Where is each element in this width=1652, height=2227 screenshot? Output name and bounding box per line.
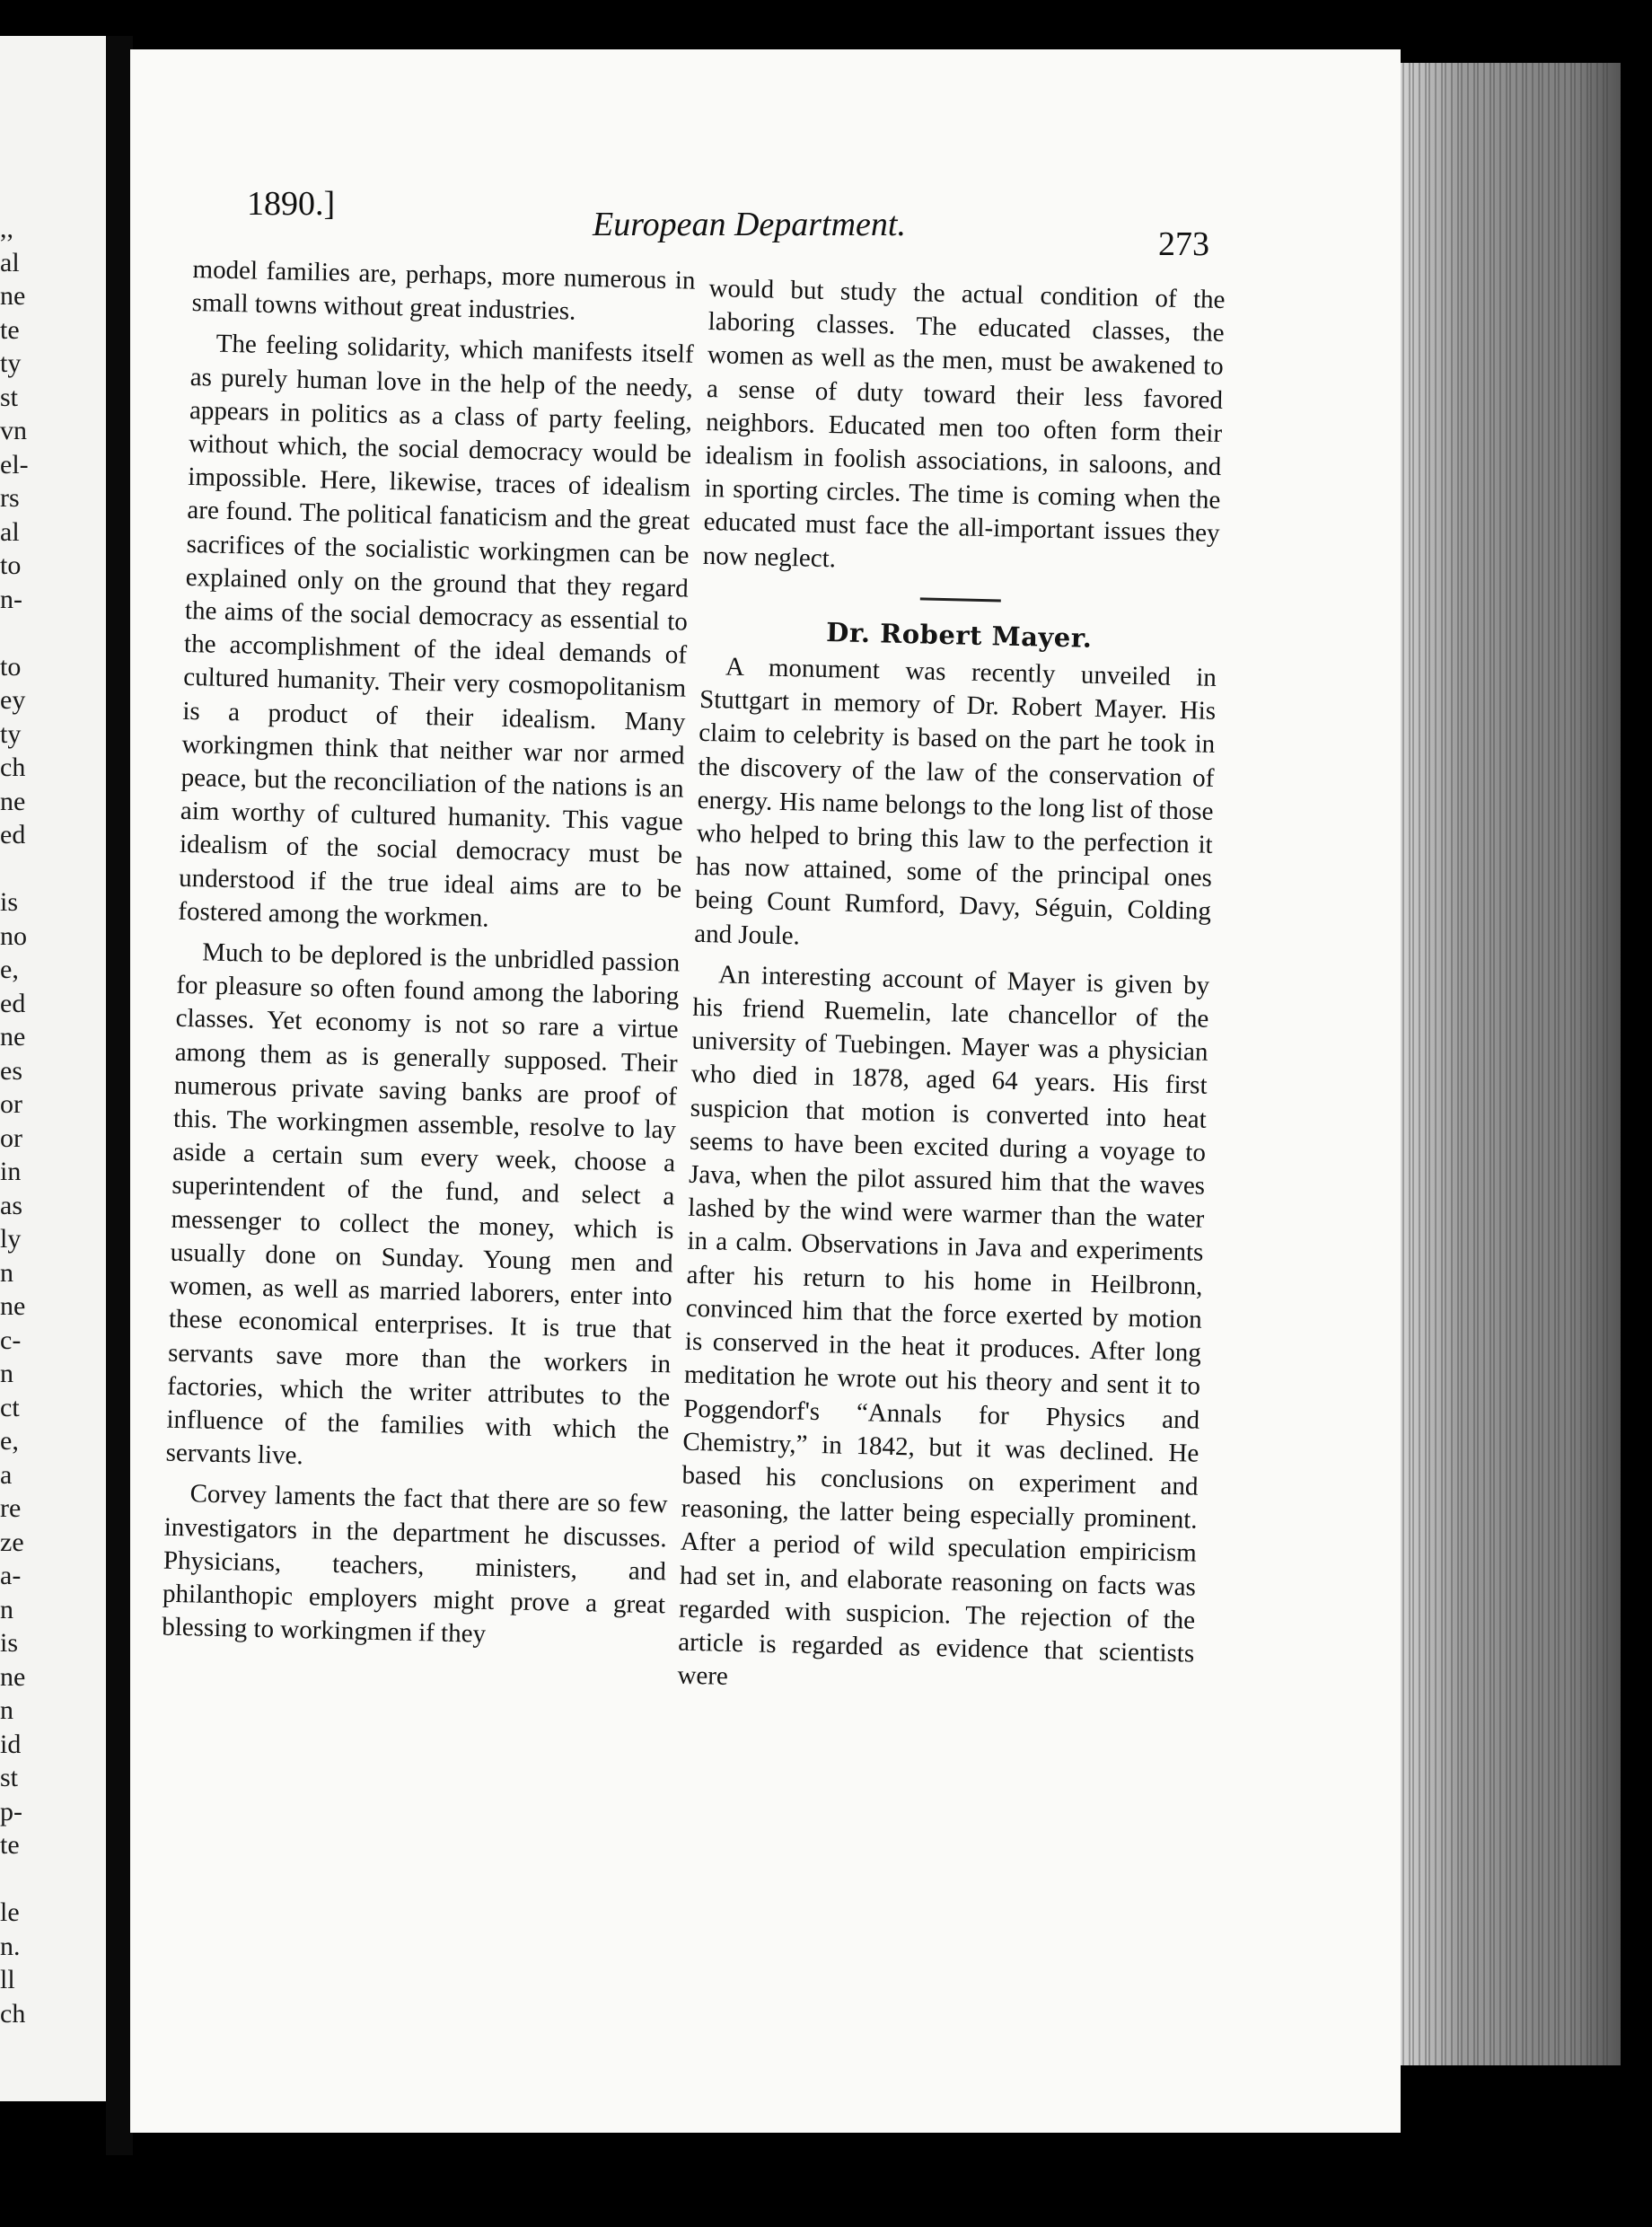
facing-page-fragment: ty — [0, 348, 22, 378]
facing-page-edge — [0, 36, 108, 2101]
page-edge-line — [1467, 63, 1469, 2065]
page-edge-line — [1586, 63, 1588, 2065]
facing-page-fragment: n — [0, 1359, 13, 1388]
book-gutter — [106, 36, 133, 2155]
page-edge-line — [1489, 63, 1491, 2065]
facing-page-fragment: is — [0, 1628, 19, 1658]
facing-page-fragment: is — [0, 887, 19, 917]
running-title: European Department. — [593, 206, 906, 243]
facing-page-fragment: ze — [0, 1527, 24, 1557]
page-edge-line — [1457, 63, 1459, 2065]
facing-page-fragment: rs — [0, 483, 20, 513]
facing-page-fragment: ch — [0, 753, 26, 782]
paragraph: A monument was recently unveiled in Stuttgart in memory of Dr. Robert Mayer. His claim to celebrity is based on the part he took in the discovery of the law of the conservation of energy. His name belongs to the long list of those who helped to bring this law to the perfection it has now attained, some of the principal ones being Count Rumford, Davy, Séguin, Colding and Joule. — [693, 652, 1217, 951]
facing-page-fragment: ct — [0, 1392, 20, 1422]
page-edge-line — [1412, 63, 1414, 2065]
page-edge-line — [1564, 63, 1566, 2065]
page-edge-line — [1435, 63, 1437, 2065]
page-edge-line — [1574, 63, 1576, 2065]
page-edge-line — [1606, 63, 1608, 2065]
facing-page-fragment: n — [0, 1594, 13, 1624]
page-edge-line — [1570, 63, 1572, 2065]
page-edge-line — [1461, 63, 1463, 2065]
page-edge-line — [1477, 63, 1479, 2065]
facing-page-fragment: ne — [0, 281, 26, 311]
page-edge-line — [1509, 63, 1511, 2065]
facing-page-fragment: te — [0, 1830, 20, 1860]
facing-page-fragment: ey — [0, 685, 26, 715]
facing-page-fragment: le — [0, 1897, 20, 1927]
page-edge-line — [1483, 63, 1485, 2065]
facing-page-fragment: el- — [0, 449, 29, 480]
section-divider — [919, 597, 1000, 602]
right-text-column — [677, 272, 1226, 1704]
paragraph: model families are, perhaps, more numerous in small towns without great industries. — [191, 254, 696, 326]
paragraph: Corvey laments the fact that there are so few investigators in the department he discusses. Physicians, teachers, ministers, and philanthopic employers might prove a great blessing to workingmen if they — [161, 1479, 668, 1649]
page-edge-line — [1516, 63, 1517, 2065]
facing-page-fragment: to — [0, 651, 22, 682]
facing-page-fragment: e, — [0, 1426, 19, 1456]
facing-page-fragment: al — [0, 516, 20, 547]
page-edge-line — [1493, 63, 1495, 2065]
page-edge-line — [1542, 63, 1543, 2065]
left-text-column — [162, 253, 696, 1656]
facing-page-fragment: es — [0, 1055, 22, 1086]
page-edge-line — [1402, 63, 1404, 2065]
facing-page-fragment: p- — [0, 1796, 22, 1826]
page-edge-line — [1522, 63, 1524, 2065]
header-year: 1890.] — [247, 185, 336, 223]
facing-page-fragment: ty — [0, 718, 22, 749]
facing-page-fragment: in — [0, 1157, 22, 1186]
facing-page-fragment: as — [0, 1190, 22, 1220]
facing-page-fragment: a- — [0, 1561, 22, 1590]
page-edge-line — [1451, 63, 1453, 2065]
page-edge-line — [1441, 63, 1443, 2065]
page-edge-line — [1506, 63, 1507, 2065]
page-edge-line — [1499, 63, 1501, 2065]
page-edge-line — [1596, 63, 1598, 2065]
facing-page-fragment: or — [0, 1122, 22, 1153]
page-edge-line — [1425, 63, 1427, 2065]
facing-page-fragment: ne — [0, 1661, 26, 1692]
facing-page-fragment: st — [0, 1763, 19, 1792]
facing-page-fragment: n. — [0, 1931, 21, 1961]
facing-page-fragment: n — [0, 1695, 13, 1725]
facing-page-fragment: id — [0, 1729, 22, 1759]
paragraph: An interesting account of Mayer is given by his friend Ruemelin, late chancellor of the university of Tuebingen. Mayer was a physician who died in 1878, aged 64 years. His first suspicion that motion is converted into heat seems to have been excited during a voyage to Java, when the pilot assured him that the waves lashed by the wind were warmer than the water in a calm. Observations in Java and experiments after his return to his home in Heilbronn, convinced him that the force exerted by motion is conserved in the heat it produces. After long meditation he wrote out his theory and sent it to Poggendorf's “Annals for Physics and Chemistry,” in 1842, but it was declined. He based his conclusions on experiment and reasoning, the latter being especially prominent. After a period of wild speculation empiricism had set in, and elaborate reasoning on facts was regarded with suspicion. The rejection of the article is regarded as evidence that scientists were — [677, 960, 1210, 1691]
facing-page-fragment: re — [0, 1493, 22, 1523]
facing-page-fragment: or — [0, 1089, 22, 1119]
page-edge-line — [1445, 63, 1446, 2065]
facing-page-fragment: ch — [0, 1998, 26, 2029]
page-edge-line — [1473, 63, 1475, 2065]
paragraph: The feeling solidarity, which manifests itself as purely human love in the help of the needy, appears in politics as a class of party feeling, without which, the social democracy would be impossible. Here, likewise, traces of idealism are found. The political fanaticism and the great sacrifices of the socialistic workingmen can be explained only on the ground that they regard the aims of the social democracy as essential to the accomplishment of the ideal demands of cultured humanity. Their very cosmopolitanism is a product of their idealism. Many workingmen think that neither war nor armed peace, but the reconciliation of the nations is an aim worthy of cultured humanity. This vague idealism of the social democracy must be understood if the true ideal aims are to be fostered among the workmen. — [178, 330, 694, 933]
facing-page-fragment: n- — [0, 584, 22, 614]
facing-page-fragment: ly — [0, 1224, 22, 1254]
paragraph: would but study the actual condition of the laboring classes. The educated classes, the women as well as the men, must be awakened to a sense of duty toward their less favored neighbors. Educated men too often form their idealism in foolish associations, in saloons, and in sporting circles. The time is coming when the educated must face the all-important issues they now neglect. — [702, 273, 1226, 573]
facing-page-fragment: c- — [0, 1325, 22, 1355]
page-edge-line — [1580, 63, 1582, 2065]
facing-page-fragment: ed — [0, 820, 26, 849]
facing-page-fragment: to — [0, 550, 22, 580]
facing-page-fragment: e, — [0, 955, 19, 984]
page-edge-line — [1554, 63, 1556, 2065]
page-edge-line — [1548, 63, 1550, 2065]
page-edge-line — [1538, 63, 1540, 2065]
facing-page-fragment: ne — [0, 1291, 26, 1321]
page-edge-line — [1419, 63, 1420, 2065]
facing-page-fragment: no — [0, 920, 27, 951]
page-edge-line — [1409, 63, 1410, 2065]
facing-page-fragment: ed — [0, 988, 26, 1018]
page-edge-line — [1603, 63, 1604, 2065]
page-edge-line — [1525, 63, 1527, 2065]
page-number: 273 — [1158, 225, 1209, 263]
facing-page-fragment: ne — [0, 1022, 26, 1052]
page-edge-line — [1558, 63, 1560, 2065]
facing-page-fragment: ll — [0, 1965, 15, 1994]
facing-page-fragment: ,, — [0, 214, 13, 243]
page-edge-line — [1428, 63, 1430, 2065]
facing-page-fragment: a — [0, 1459, 13, 1490]
facing-page-fragment: ne — [0, 786, 26, 816]
facing-page-fragment: n — [0, 1257, 13, 1288]
page-edge-line — [1532, 63, 1533, 2065]
facing-page-fragment: vn — [0, 416, 27, 445]
facing-page-fragment: te — [0, 314, 20, 345]
section-title: Dr. Robert Mayer. — [825, 616, 1093, 654]
book-fore-edge — [1396, 63, 1621, 2065]
facing-page-fragment: st — [0, 382, 19, 412]
page-edge-line — [1590, 63, 1592, 2065]
paragraph: Much to be deplored is the unbridled passion for pleasure so often found among the laboring classes. Yet economy is not so rare a virtue among them as is generally supposed. Their numerous private saving banks are proof of this. The workingmen assemble, resolve to lay aside a certain sum every week, choose a superintendent of the fund, and select a messenger to collect the money, which is usually done on Sunday. Young men and women, as well as married laborers, enter into these economical enterprises. It is true that servants save more than the workers in factories, which the writer attributes to the influence of the families with which the servants live. — [165, 937, 681, 1471]
facing-page-fragment: al — [0, 247, 20, 277]
